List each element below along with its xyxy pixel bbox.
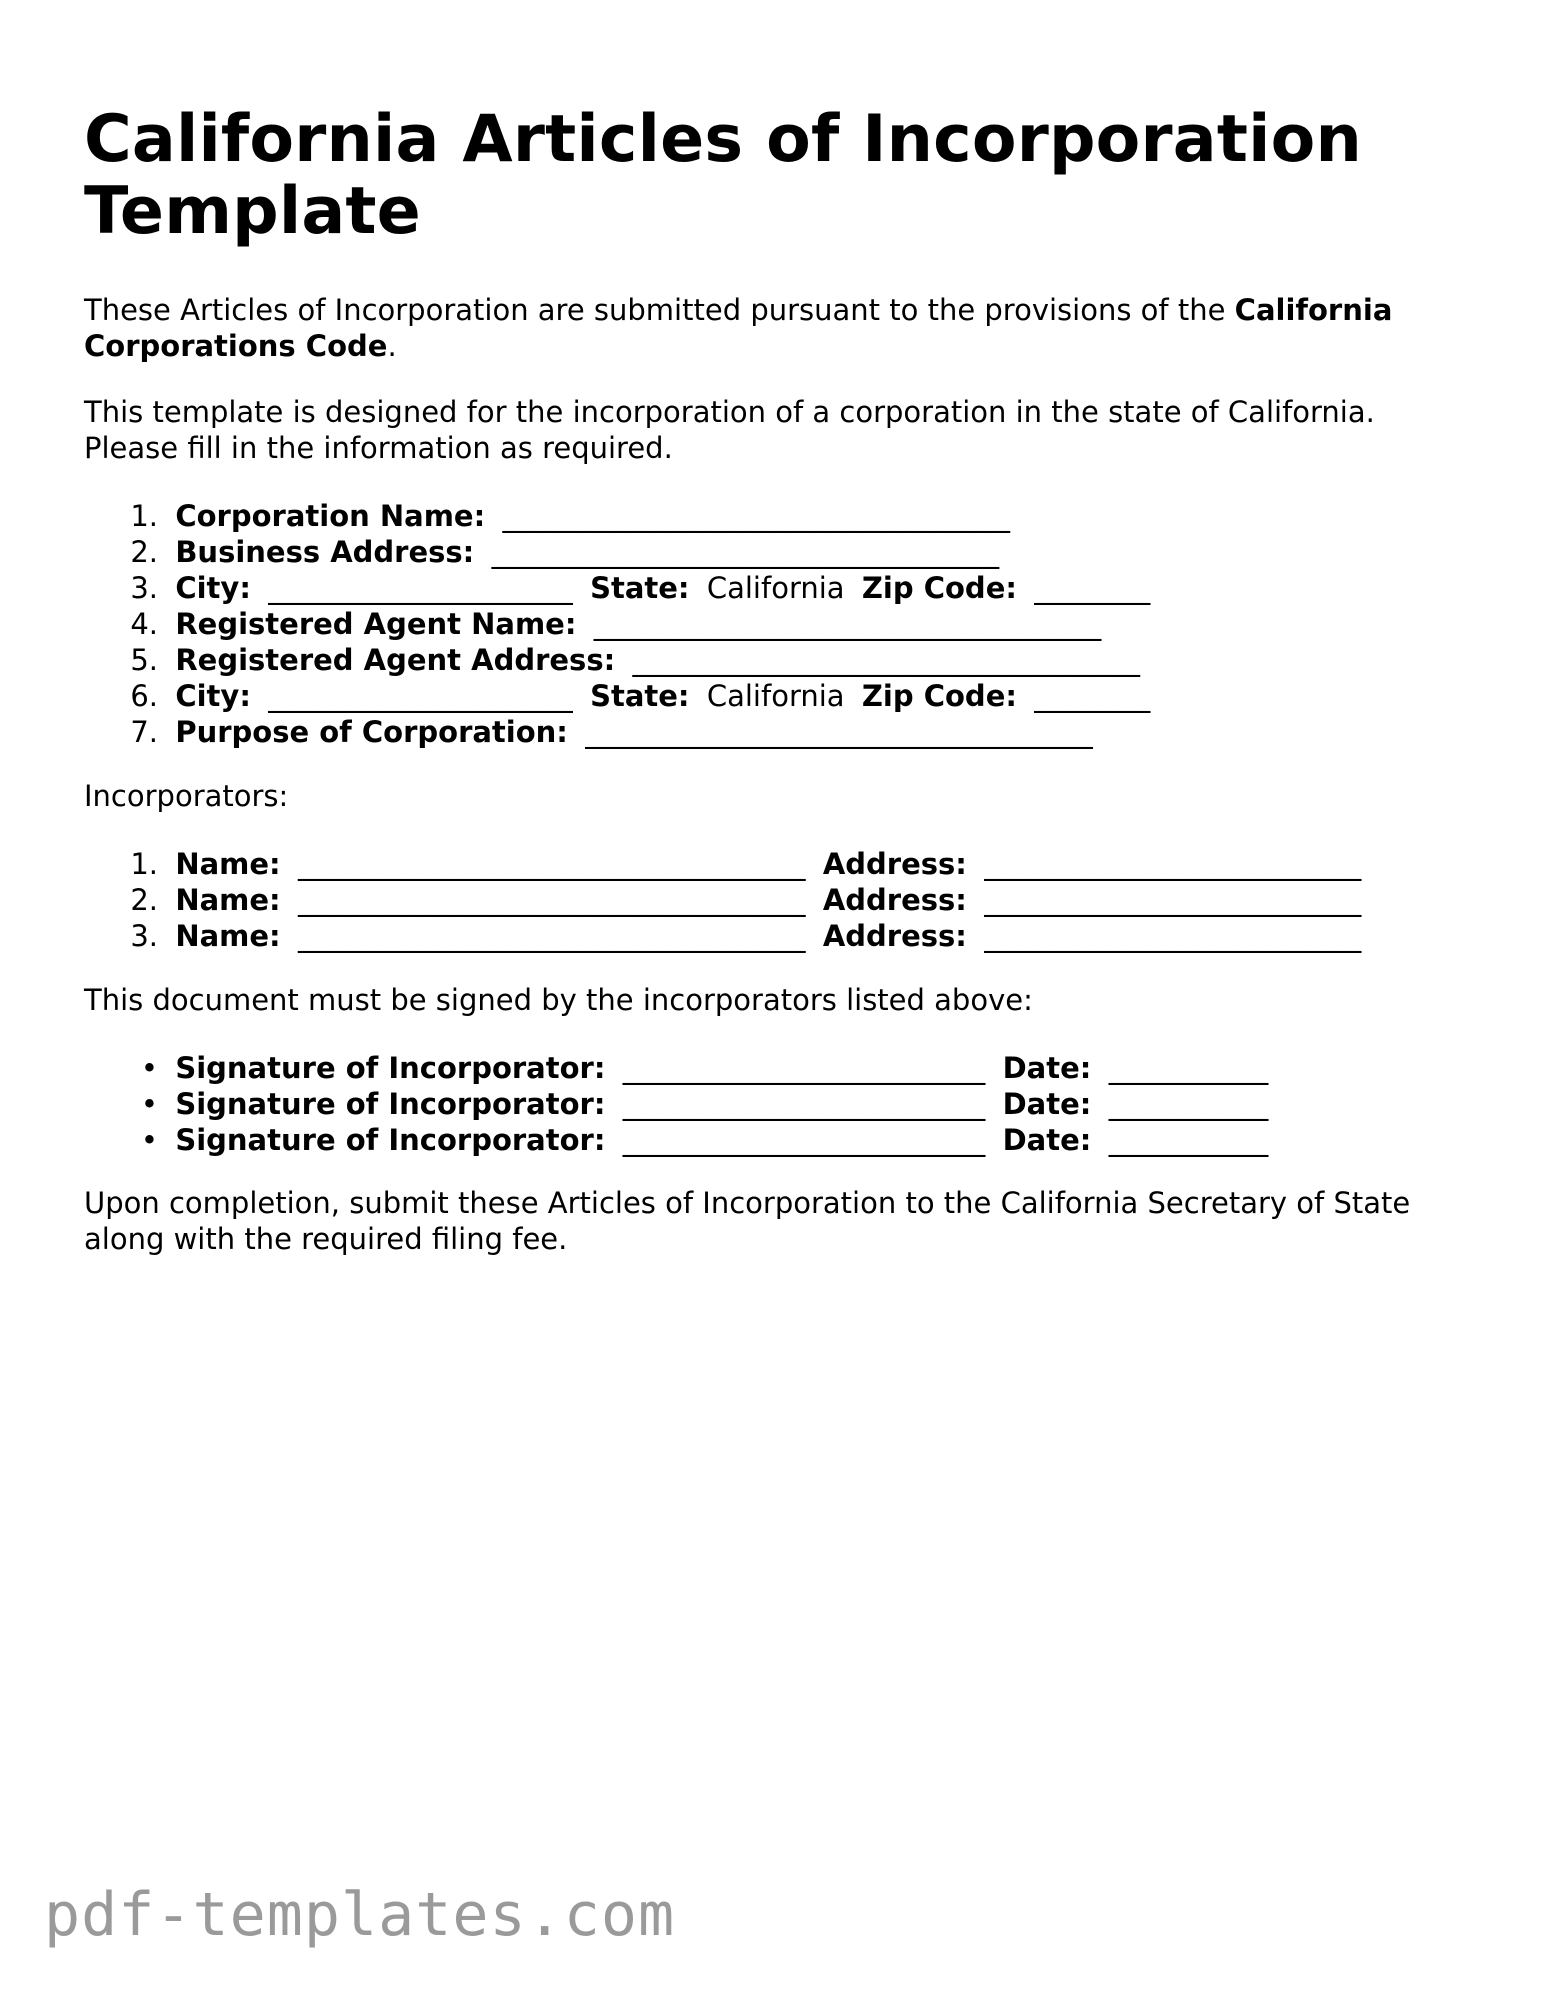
field-corporation-name: [84, 498, 1484, 534]
city-blank[interactable]: _____________________: [268, 571, 573, 605]
field-label: Registered Agent Address:: [175, 643, 616, 677]
incorporator-name-blank[interactable]: ___________________________________: [297, 883, 806, 917]
signature-label: Signature of Incorporator:: [175, 1087, 606, 1121]
intro-paragraph: [84, 292, 1464, 364]
signature-list: [84, 1050, 1484, 1158]
list-number: 6.: [130, 679, 158, 713]
field-label: Registered Agent Name:: [175, 607, 577, 641]
zip-blank[interactable]: ________: [1034, 571, 1151, 605]
list-number: 3.: [130, 919, 158, 953]
field-label: Corporation Name:: [175, 499, 486, 533]
incorporator-name-blank[interactable]: ___________________________________: [297, 847, 806, 881]
list-number: 1.: [130, 847, 158, 881]
agent-address-blank[interactable]: ___________________________________: [632, 643, 1140, 677]
field-agent-city-state-zip: [84, 678, 1484, 714]
field-list: [84, 498, 1484, 750]
address-label: Address:: [822, 847, 967, 881]
zip-label: Zip Code:: [861, 679, 1017, 713]
incorporator-address-blank[interactable]: __________________________: [984, 883, 1362, 917]
field-label: City:: [175, 679, 251, 713]
agent-name-blank[interactable]: ___________________________________: [593, 607, 1102, 641]
signature-row: [84, 1050, 1484, 1086]
name-label: Name:: [175, 883, 281, 917]
field-city-state-zip: [84, 570, 1484, 606]
field-purpose: [84, 714, 1484, 750]
incorporator-address-blank[interactable]: __________________________: [984, 847, 1362, 881]
signature-row: [84, 1122, 1484, 1158]
signature-note: This document must be signed by the incorporators listed above:: [84, 983, 1033, 1017]
city-blank[interactable]: _____________________: [268, 679, 573, 713]
list-number: 2.: [130, 535, 158, 569]
field-label: Business Address:: [175, 535, 475, 569]
zip-blank[interactable]: ________: [1034, 679, 1151, 713]
incorporator-row: [84, 882, 1484, 918]
state-value: California: [706, 571, 845, 605]
date-blank[interactable]: ___________: [1108, 1123, 1269, 1157]
list-number: 7.: [130, 715, 158, 749]
field-label: City:: [175, 571, 251, 605]
state-label: State:: [590, 571, 690, 605]
incorporator-list: [84, 846, 1484, 954]
field-agent-name: [84, 606, 1484, 642]
date-label: Date:: [1002, 1123, 1092, 1157]
zip-label: Zip Code:: [861, 571, 1017, 605]
date-label: Date:: [1002, 1087, 1092, 1121]
signature-row: [84, 1086, 1484, 1122]
field-agent-address: [84, 642, 1484, 678]
incorporator-name-blank[interactable]: ___________________________________: [297, 919, 806, 953]
signature-label: Signature of Incorporator:: [175, 1051, 606, 1085]
corporation-name-blank[interactable]: ___________________________________: [502, 499, 1011, 533]
list-number: 4.: [130, 607, 158, 641]
bullet-icon: •: [140, 1051, 158, 1085]
date-blank[interactable]: ___________: [1108, 1051, 1269, 1085]
field-label: Purpose of Corporation:: [175, 715, 568, 749]
intro-code-name: California Corporations Code: [84, 293, 1393, 363]
state-value: California: [706, 679, 845, 713]
intro-end: .: [387, 329, 397, 363]
name-label: Name:: [175, 919, 281, 953]
incorporators-heading: Incorporators:: [84, 779, 289, 813]
list-number: 2.: [130, 883, 158, 917]
date-blank[interactable]: ___________: [1108, 1087, 1269, 1121]
incorporator-row: [84, 918, 1484, 954]
signature-blank[interactable]: _________________________: [622, 1123, 986, 1157]
list-number: 3.: [130, 571, 158, 605]
closing-paragraph: Upon completion, submit these Articles of Incorporation to the California Secretary of State along with the required filing fee.: [84, 1186, 1411, 1256]
watermark: pdf-templates.com: [44, 1880, 676, 1950]
state-label: State:: [590, 679, 690, 713]
date-label: Date:: [1002, 1051, 1092, 1085]
incorporator-address-blank[interactable]: __________________________: [984, 919, 1362, 953]
signature-label: Signature of Incorporator:: [175, 1123, 606, 1157]
intro-text: These Articles of Incorporation are submitted pursuant to the provisions of the: [84, 293, 1235, 327]
signature-blank[interactable]: _________________________: [622, 1051, 986, 1085]
purpose-blank[interactable]: ___________________________________: [585, 715, 1093, 749]
list-number: 1.: [130, 499, 158, 533]
incorporator-row: [84, 846, 1484, 882]
bullet-icon: •: [140, 1123, 158, 1157]
list-number: 5.: [130, 643, 158, 677]
bullet-icon: •: [140, 1087, 158, 1121]
template-note: This template is designed for the incorporation of a corporation in the state of California. Please fill in the information as required.: [84, 395, 1375, 465]
field-business-address: [84, 534, 1484, 570]
name-label: Name:: [175, 847, 281, 881]
business-address-blank[interactable]: ___________________________________: [491, 535, 1000, 569]
document-title: California Articles of Incorporation Template: [84, 102, 1362, 249]
address-label: Address:: [822, 919, 967, 953]
address-label: Address:: [822, 883, 967, 917]
signature-blank[interactable]: _________________________: [622, 1087, 986, 1121]
